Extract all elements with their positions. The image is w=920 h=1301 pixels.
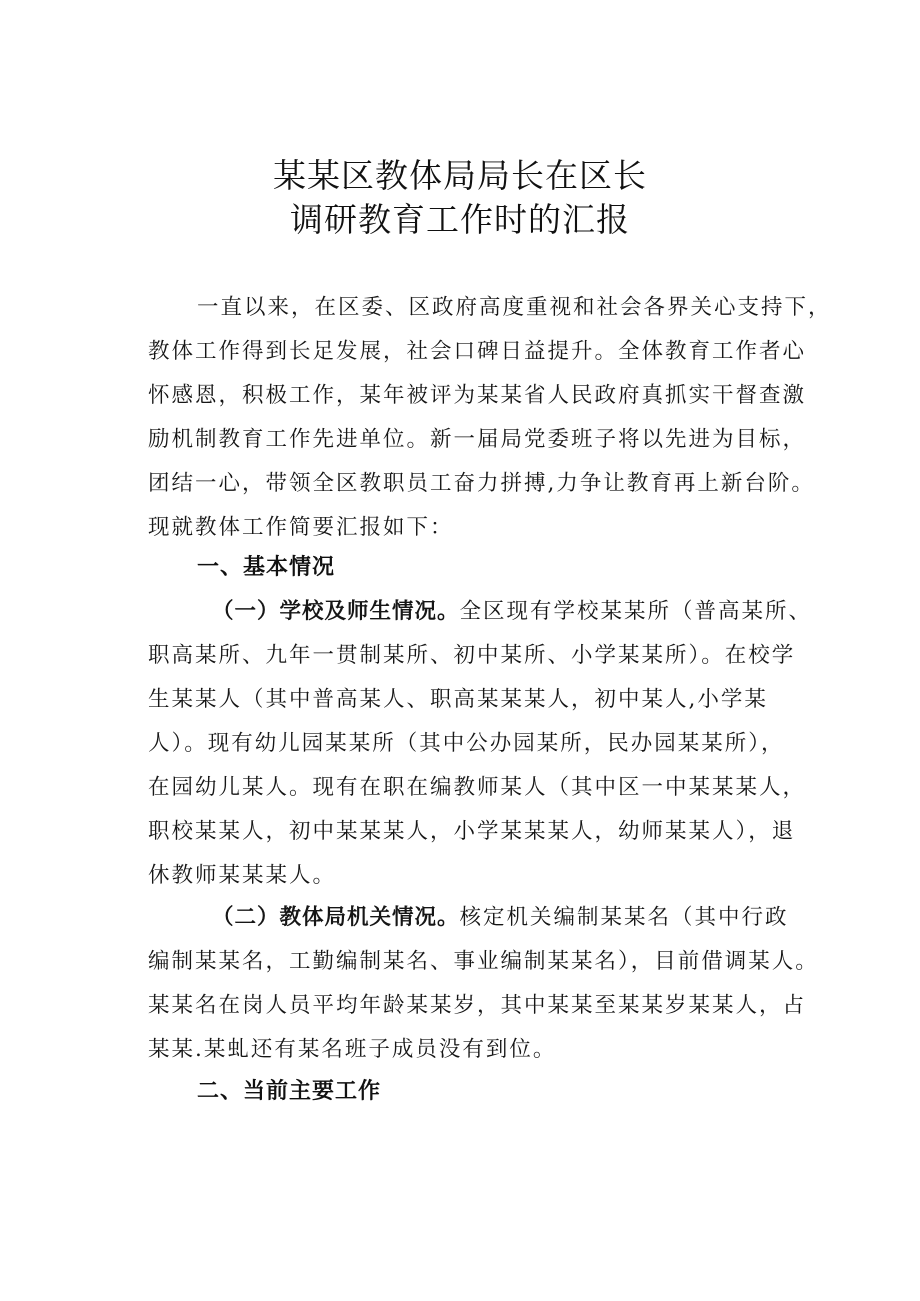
paragraph-line: 某某.某虬还有某名班子成员没有到位。 [148,1037,557,1062]
intro-line: 励机制教育工作先进单位。新一届局党委班子将以先进为目标， [148,427,807,452]
paragraph-line: 编制某某名，工勤编制某名、事业编制某某名），目前借调某人。 [148,949,819,974]
intro-line: 团结一心，带领全区教职员工奋力拼搏,力争让教育再上新台阶。 [148,471,815,496]
subsection-first-line [148,896,828,940]
paragraph-line: 某某名在岗人员平均年龄某某岁，其中某某至某某岁某某人，占 [148,993,807,1018]
paragraph-line: 人）。现有幼儿园某某所（其中公办园某所，民办园某某所）， [148,731,785,756]
paragraph-line: 职高某所、九年一贯制某所、初中某所、小学某某所）。在校学 [148,643,796,668]
section-heading-basic-situation: 一、基本情况 [197,555,336,580]
subsection-first-line [148,590,828,634]
intro-line: 教体工作得到长足发展，社会口碑日益提升。全体教育工作者心 [148,339,807,364]
paragraph-line: 生某某人（其中普高某人、职高某某某人，初中某人,小学某 [148,687,768,712]
intro-paragraph [148,286,832,550]
paragraph-line: 在园幼儿某人。现有在职在编教师某人（其中区一中某某某人， [148,775,807,800]
section-heading-main-work: 二、当前主要工作 [197,1079,382,1104]
subsection-first-line-text: 核定机关编制某某名（其中行政 [459,905,789,930]
subsection-first-line-text: 全区现有学校某某所（普高某所、 [459,599,813,624]
paragraph-line: 职校某某人，初中某某某人，小学某某某人，幼师某某人），退 [148,819,796,844]
subsection-lead: （一）学校及师生情况。 [212,599,460,624]
subsection-bureau-paragraph [148,896,828,1072]
intro-line: 一直以来，在区委、区政府高度重视和社会各界关心支持下， [197,295,832,320]
document-title-line-2: 调研教育工作时的汇报 [290,200,630,239]
subsection-schools-paragraph [148,590,828,898]
intro-line: 怀感恩，积极工作，某年被评为某某省人民政府真抓实干督查激 [148,383,807,408]
paragraph-line: 休教师某某某人。 [148,863,337,888]
intro-line: 现就教体工作简要汇报如下： [148,515,454,540]
subsection-lead: （二）教体局机关情况。 [212,905,460,930]
document-title-line-1: 某某区教体局局长在区长 [273,156,647,195]
